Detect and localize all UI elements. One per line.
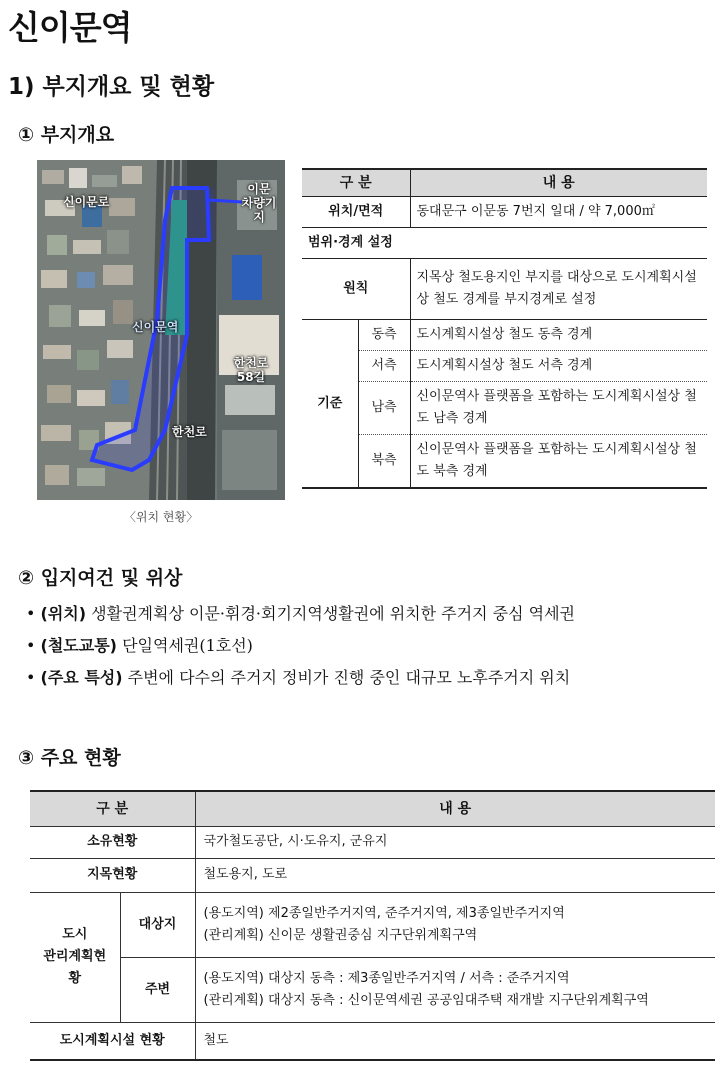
facility-value: 철도	[195, 1022, 715, 1060]
map-label-hancheonro: 한천로	[172, 425, 207, 439]
table-row-facility	[30, 1022, 715, 1060]
around-line-2: (관리계획) 대상지 동측 : 신이문역세권 공공임대주택 재개발 지구단위계획구역	[203, 992, 649, 1008]
around-label: 주변	[120, 957, 195, 1022]
table-row-south	[302, 382, 707, 435]
list-item	[26, 664, 575, 696]
landcat-label: 지목현황	[30, 858, 195, 892]
bullet-key: (철도교통)	[40, 636, 117, 655]
subsection-title-3: ③ 주요 현황	[18, 747, 121, 769]
location-value: 동대문구 이문동 7번지 일대 / 약 7,000㎡	[410, 197, 707, 228]
table-row-range	[302, 228, 707, 259]
location-bullets	[26, 600, 575, 696]
map-label-sinimunro: 신이문로	[63, 195, 110, 209]
south-label: 남측	[358, 382, 410, 435]
site-overview-table	[302, 168, 707, 489]
target-value	[195, 892, 715, 957]
south-value: 신이문역사 플랫폼을 포함하는 도시계획시설상 철도 남측 경계	[410, 382, 707, 435]
target-label: 대상지	[120, 892, 195, 957]
map-label-hancheonro58-line1: 한천로	[233, 356, 269, 370]
table-row-principle	[302, 259, 707, 320]
table-row-ownership	[30, 826, 715, 858]
map-label-hancheonro58-line2: 58길	[236, 370, 266, 384]
ownership-value: 국가철도공단, 시·도유지, 군유지	[195, 826, 715, 858]
map-label-station: 신이문역	[132, 320, 179, 334]
bullet-mark: •	[26, 636, 36, 655]
bullet-key: (주요 특성)	[40, 668, 123, 687]
status-table	[30, 790, 715, 1061]
principle-value: 지목상 철도용지인 부지를 대상으로 도시계획시설상 철도 경계를 부지경계로 설정	[410, 259, 707, 320]
target-line-2: (관리계획) 신이문 생활권중심 지구단위계획구역	[203, 927, 478, 943]
header-gubun: 구 분	[302, 169, 410, 197]
principle-label: 원칙	[302, 259, 410, 320]
list-item	[26, 600, 575, 632]
table-header-row	[302, 169, 707, 197]
landcat-value: 철도용지, 도로	[195, 858, 715, 892]
around-line-1: (용도지역) 대상지 동측 : 제3종일반주거지역 / 서측 : 준주거지역	[203, 970, 570, 986]
header-gubun: 구 분	[30, 791, 195, 826]
north-label: 북측	[358, 435, 410, 489]
north-value: 신이문역사 플랫폼을 포함하는 도시계획시설상 철도 북측 경계	[410, 435, 707, 489]
table-header-row	[30, 791, 715, 826]
east-label: 동측	[358, 320, 410, 351]
map-caption: 〈위치 현황〉	[123, 510, 199, 524]
map-label-depot-line2: 차량기지	[241, 196, 277, 224]
table-row-landcat	[30, 858, 715, 892]
aerial-map	[37, 160, 285, 500]
around-value	[195, 957, 715, 1022]
table-row-east	[302, 320, 707, 351]
list-item	[26, 632, 575, 664]
map-label-hancheonro58	[229, 356, 273, 384]
bullet-text: 단일역세권(1호선)	[116, 636, 253, 655]
bullet-mark: •	[26, 604, 36, 623]
table-row-west	[302, 351, 707, 382]
target-line-1: (용도지역) 제2종일반주거지역, 준주거지역, 제3종일반주거지역	[203, 905, 565, 921]
table-row-north	[302, 435, 707, 489]
section-title-1: 1) 부지개요 및 현황	[8, 74, 215, 100]
west-value: 도시계획시설상 철도 서측 경계	[410, 351, 707, 382]
table-row-target	[30, 892, 715, 957]
header-content: 내 용	[195, 791, 715, 826]
subsection-title-2: ② 입지여건 및 위상	[18, 567, 183, 589]
page-title: 신이문역	[8, 8, 132, 47]
bullet-text: 주변에 다수의 주거지 정비가 진행 중인 대규모 노후주거지 위치	[122, 668, 571, 687]
urban-plan-label-line1: 도시	[62, 927, 88, 942]
west-label: 서측	[358, 351, 410, 382]
urban-plan-label	[30, 892, 120, 1022]
bullet-mark: •	[26, 668, 36, 687]
bullet-text: 생활권계획상 이문·휘경·회기지역생활권에 위치한 주거지 중심 역세권	[86, 604, 575, 623]
map-label-depot-line1: 이문	[247, 182, 271, 196]
ownership-label: 소유현황	[30, 826, 195, 858]
bullet-key: (위치)	[40, 604, 87, 623]
location-label: 위치/면적	[302, 197, 410, 228]
facility-label: 도시계획시설 현황	[59, 1032, 165, 1048]
east-value: 도시계획시설상 철도 동측 경계	[410, 320, 707, 351]
map-label-depot	[237, 182, 281, 224]
header-content: 내 용	[410, 169, 707, 197]
table-row-around	[30, 957, 715, 1022]
criteria-label: 기준	[302, 320, 358, 489]
subsection-title-1: ① 부지개요	[18, 124, 115, 146]
range-label: 범위·경계 설정	[302, 228, 707, 259]
table-row-location	[302, 197, 707, 228]
urban-plan-label-line2: 관리계획현황	[43, 949, 107, 986]
